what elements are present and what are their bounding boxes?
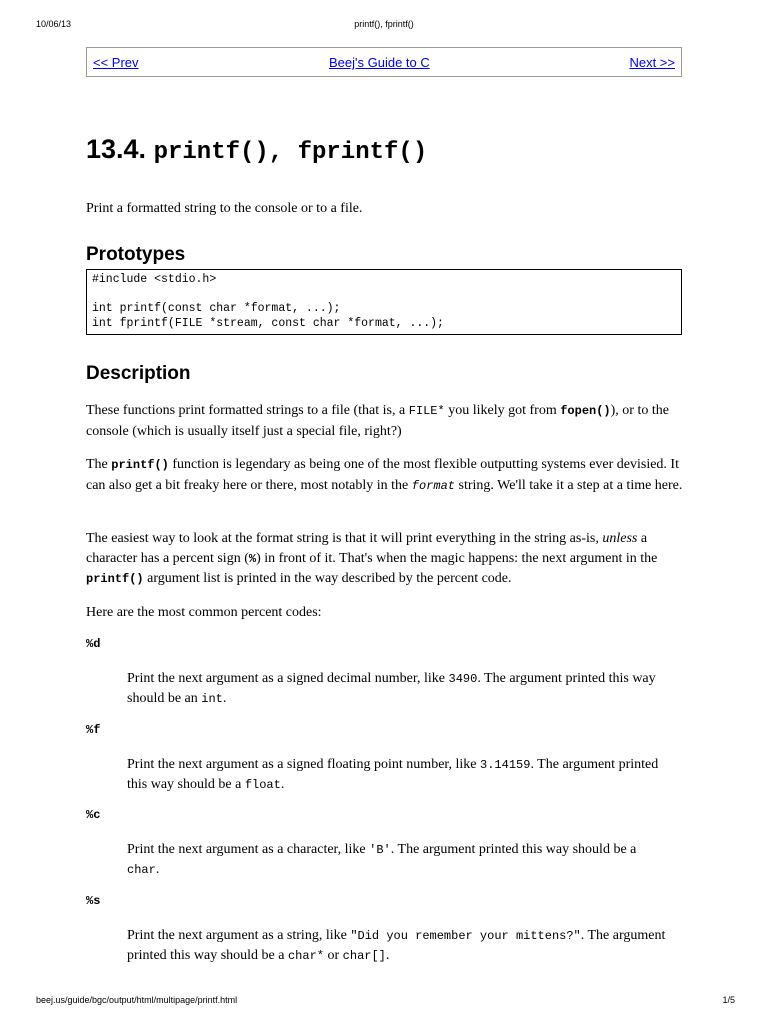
def-f-text-3: . <box>280 777 285 792</box>
def-d-text-3: . <box>222 691 227 706</box>
p3-code-printf: printf() <box>86 572 144 586</box>
print-page-title: printf(), fprintf() <box>354 19 414 29</box>
p3-emphasis: unless <box>602 531 638 546</box>
code-term-s: %s <box>86 894 101 908</box>
def-s-code-2: char* <box>287 949 324 963</box>
description-paragraph-3 <box>86 529 686 590</box>
nav-bar <box>86 47 682 77</box>
def-s-text-3: or <box>324 948 343 963</box>
def-s-code-3: char[] <box>342 949 386 963</box>
def-s-code-1: "Did you remember your mittens?" <box>350 929 581 943</box>
code-def-d <box>127 669 672 709</box>
description-heading: Description <box>86 363 191 384</box>
code-term-c: %c <box>86 808 101 822</box>
def-d-code-1: 3490 <box>448 672 478 686</box>
print-date: 10/06/13 <box>36 19 72 29</box>
title-code: printf(), fprintf() <box>153 139 428 166</box>
print-url: beej.us/guide/bgc/output/html/multipage/printf.html <box>36 995 238 1005</box>
home-link[interactable]: Beej's Guide to C <box>329 55 430 70</box>
code-def-c <box>127 840 672 880</box>
p3-code-percent: % <box>248 551 257 566</box>
def-c-text-3: . <box>155 862 160 877</box>
p2-code-format: format <box>411 478 455 493</box>
def-c-text-2: . The argument printed this way should be a <box>390 842 637 857</box>
def-s-text-2: . The argument printed this way should be a <box>127 928 666 963</box>
section-number: 13.4. <box>86 134 147 164</box>
code-def-f <box>127 755 672 795</box>
p3-text-4: argument list is printed in the way described by the percent code. <box>143 571 512 586</box>
code-def-s <box>127 926 672 966</box>
def-d-text-1: Print the next argument as a signed decimal number, like <box>127 671 449 686</box>
prev-link[interactable]: << Prev <box>93 55 139 70</box>
p1-code-fopen: fopen() <box>560 404 611 418</box>
print-page-number: 1/5 <box>722 995 735 1005</box>
code-term-d: %d <box>86 637 101 651</box>
prototypes-heading: Prototypes <box>86 244 186 265</box>
prototypes-code: #include <stdio.h> int printf(const char *format, ...); int fprintf(FILE *stream, const char *format, ...); <box>86 269 682 335</box>
def-d-text-2: . The argument printed this way should be an <box>127 671 656 706</box>
p2-text-2: function is legendary as being one of the most flexible outputting systems ever devisied. It can also get a bit freaky here or there, most notably in the <box>86 457 679 493</box>
p1-code-file: FILE* <box>408 404 445 418</box>
def-f-code-2: float <box>244 778 281 792</box>
def-c-code-2: char <box>127 863 156 877</box>
p2-code-printf: printf() <box>111 458 169 472</box>
description-paragraph-1 <box>86 401 686 441</box>
p1-text-3: ), or to the console (which is usually itself just a special file, right?) <box>86 403 669 439</box>
def-f-text-2: . The argument printed this way should be a <box>127 757 659 792</box>
p2-text-3: string. We'll take it a step at a time here. <box>455 477 683 493</box>
description-paragraph-4: Here are the most common percent codes: <box>86 605 322 620</box>
p3-text-3: ) in front of it. That's when the magic happens: the next argument in the <box>256 550 658 566</box>
next-link[interactable]: Next >> <box>629 55 675 70</box>
p1-text-1: These functions print formatted strings to a file (that is, a <box>86 403 409 418</box>
page-title <box>86 134 427 166</box>
def-s-text-1: Print the next argument as a string, like <box>127 928 351 943</box>
def-s-text-4: . <box>385 948 390 963</box>
def-d-code-2: int <box>201 692 223 706</box>
def-f-code-1: 3.14159 <box>480 758 531 772</box>
def-c-text-1: Print the next argument as a character, like <box>127 842 370 857</box>
def-c-code-1: 'B' <box>369 843 391 857</box>
p3-text-1: The easiest way to look at the format string is that it will print everything in the string as-is, <box>86 531 603 546</box>
code-term-f: %f <box>86 723 101 737</box>
intro-text: Print a formatted string to the console or to a file. <box>86 201 363 216</box>
description-paragraph-2 <box>86 455 686 496</box>
p2-text-1: The <box>86 457 112 472</box>
p1-text-2: you likely got from <box>444 403 561 418</box>
def-f-text-1: Print the next argument as a signed floating point number, like <box>127 757 481 772</box>
p3-text-2: a character has a percent sign ( <box>86 531 648 566</box>
